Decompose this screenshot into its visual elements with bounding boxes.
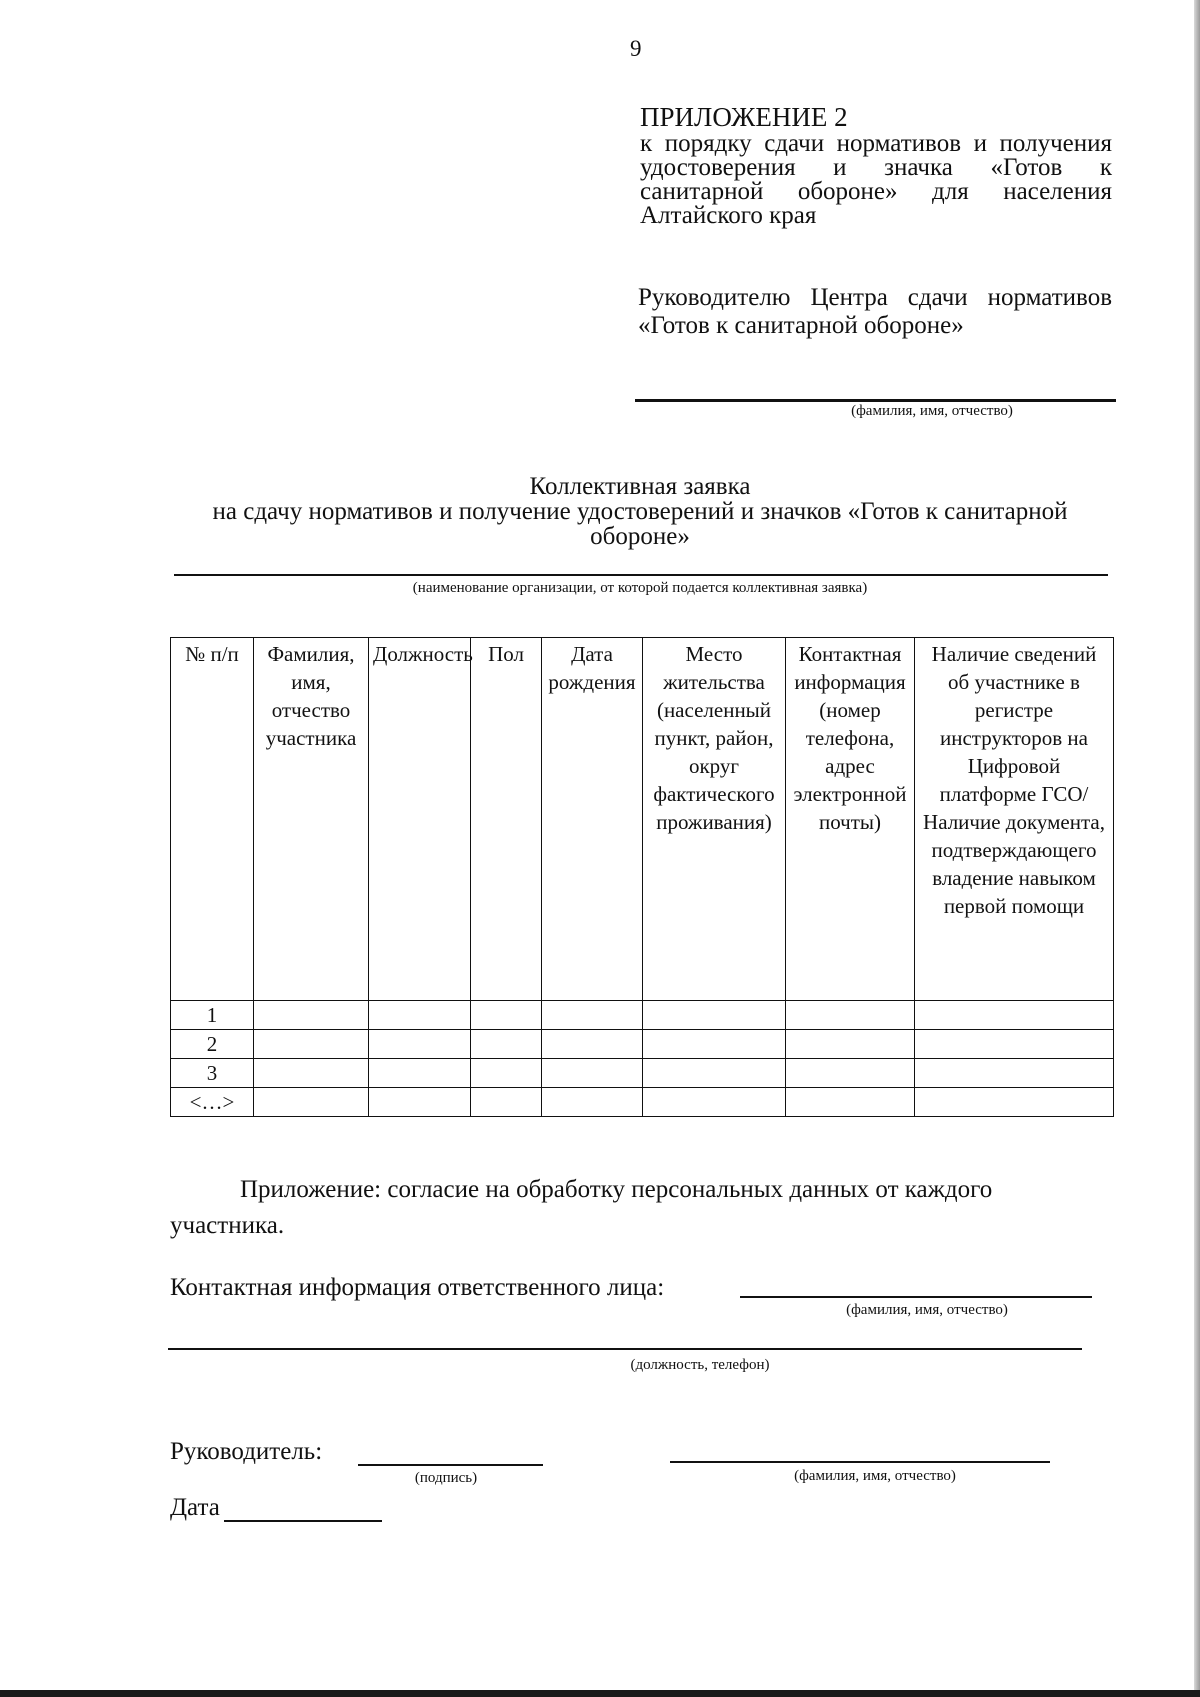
form-title-line2: на сдачу нормативов и получение удостоверений и значков «Готов к санитарной обороне»: [212, 498, 1068, 550]
cell-registry-info[interactable]: [915, 1059, 1114, 1088]
recipient-line: [635, 399, 1116, 402]
cell-contact-info[interactable]: [786, 1088, 915, 1117]
page-number: 9: [630, 36, 642, 61]
row-number: <…>: [171, 1088, 254, 1117]
recipient-text: Руководителю Центра сдачи нормативов «Готов к санитарной обороне»: [638, 284, 1112, 339]
cell-birth-date[interactable]: [542, 1088, 643, 1117]
cell-position[interactable]: [369, 1030, 471, 1059]
cell-contact-info[interactable]: [786, 1001, 915, 1030]
cell-residence[interactable]: [643, 1030, 786, 1059]
cell-position[interactable]: [369, 1001, 471, 1030]
cell-full-name[interactable]: [254, 1001, 369, 1030]
contact-name-line[interactable]: [740, 1296, 1092, 1298]
participants-table: [170, 637, 1114, 1117]
head-name-line[interactable]: [670, 1461, 1050, 1463]
cell-sex[interactable]: [471, 1030, 542, 1059]
scan-edge-bottom: [0, 1690, 1200, 1697]
cell-contact-info[interactable]: [786, 1030, 915, 1059]
organization-caption: (наименование организации, от которой подается коллективная заявка): [412, 580, 868, 596]
appendix-text: к порядку сдачи нормативов и получения удостоверения и значка «Готов к санитарной обороне» для населения Алтайского края: [640, 130, 1112, 229]
cell-sex[interactable]: [471, 1059, 542, 1088]
cell-position[interactable]: [369, 1088, 471, 1117]
appendix-title: ПРИЛОЖЕНИЕ 2: [640, 102, 848, 132]
cell-full-name[interactable]: [254, 1088, 369, 1117]
cell-full-name[interactable]: [254, 1030, 369, 1059]
header-full-name: Фамилия, имя, отчество участника: [254, 638, 369, 1001]
date-line[interactable]: [224, 1520, 382, 1522]
table-row: [171, 1030, 1114, 1059]
row-number: 1: [171, 1001, 254, 1030]
cell-birth-date[interactable]: [542, 1030, 643, 1059]
row-number: 3: [171, 1059, 254, 1088]
appendix-header: [640, 102, 1112, 228]
cell-position[interactable]: [369, 1059, 471, 1088]
date-label: Дата: [170, 1494, 220, 1521]
cell-sex[interactable]: [471, 1001, 542, 1030]
organization-line: [174, 574, 1108, 576]
header-residence: Место жительства (населенный пункт, район, округ фактического проживания): [643, 638, 786, 1001]
row-number: 2: [171, 1030, 254, 1059]
table-row: [171, 1059, 1114, 1088]
scan-edge: [1194, 0, 1200, 1697]
cell-registry-info[interactable]: [915, 1030, 1114, 1059]
cell-residence[interactable]: [643, 1088, 786, 1117]
header-number: № п/п: [171, 638, 254, 1001]
cell-birth-date[interactable]: [542, 1001, 643, 1030]
header-contact-info: Контактная информация (номер телефона, адрес электронной почты): [786, 638, 915, 1001]
signature-line[interactable]: [358, 1464, 543, 1466]
cell-residence[interactable]: [643, 1001, 786, 1030]
cell-full-name[interactable]: [254, 1059, 369, 1088]
head-name-caption: (фамилия, имя, отчество): [794, 1468, 956, 1484]
cell-registry-info[interactable]: [915, 1001, 1114, 1030]
head-label: Руководитель:: [170, 1438, 323, 1465]
signature-caption: (подпись): [414, 1470, 478, 1486]
attachment-note: Приложение: согласие на обработку персональных данных от каждого участника.: [170, 1176, 993, 1239]
header-registry-info: Наличие сведений об участнике в регистре инструкторов на Цифровой платформе ГСО/ Наличие документа, подтверждающего владение навыком первой помощи: [915, 638, 1114, 1001]
form-title: [200, 474, 1080, 549]
contact-position-line[interactable]: [168, 1348, 1082, 1350]
table-header-row: [171, 638, 1114, 1001]
cell-sex[interactable]: [471, 1088, 542, 1117]
contact-position-caption: (должность, телефон): [630, 1357, 770, 1373]
cell-birth-date[interactable]: [542, 1059, 643, 1088]
header-sex: Пол: [471, 638, 542, 1001]
table-row: [171, 1088, 1114, 1117]
form-title-line1: Коллективная заявка: [529, 473, 751, 500]
recipient-caption: (фамилия, имя, отчество): [851, 403, 1013, 419]
contact-label: Контактная информация ответственного лица:: [170, 1274, 665, 1301]
cell-contact-info[interactable]: [786, 1059, 915, 1088]
cell-registry-info[interactable]: [915, 1088, 1114, 1117]
table-row: [171, 1001, 1114, 1030]
header-position: Должность: [369, 638, 471, 1001]
cell-residence[interactable]: [643, 1059, 786, 1088]
contact-name-caption: (фамилия, имя, отчество): [846, 1302, 1008, 1318]
header-birth-date: Дата рождения: [542, 638, 643, 1001]
